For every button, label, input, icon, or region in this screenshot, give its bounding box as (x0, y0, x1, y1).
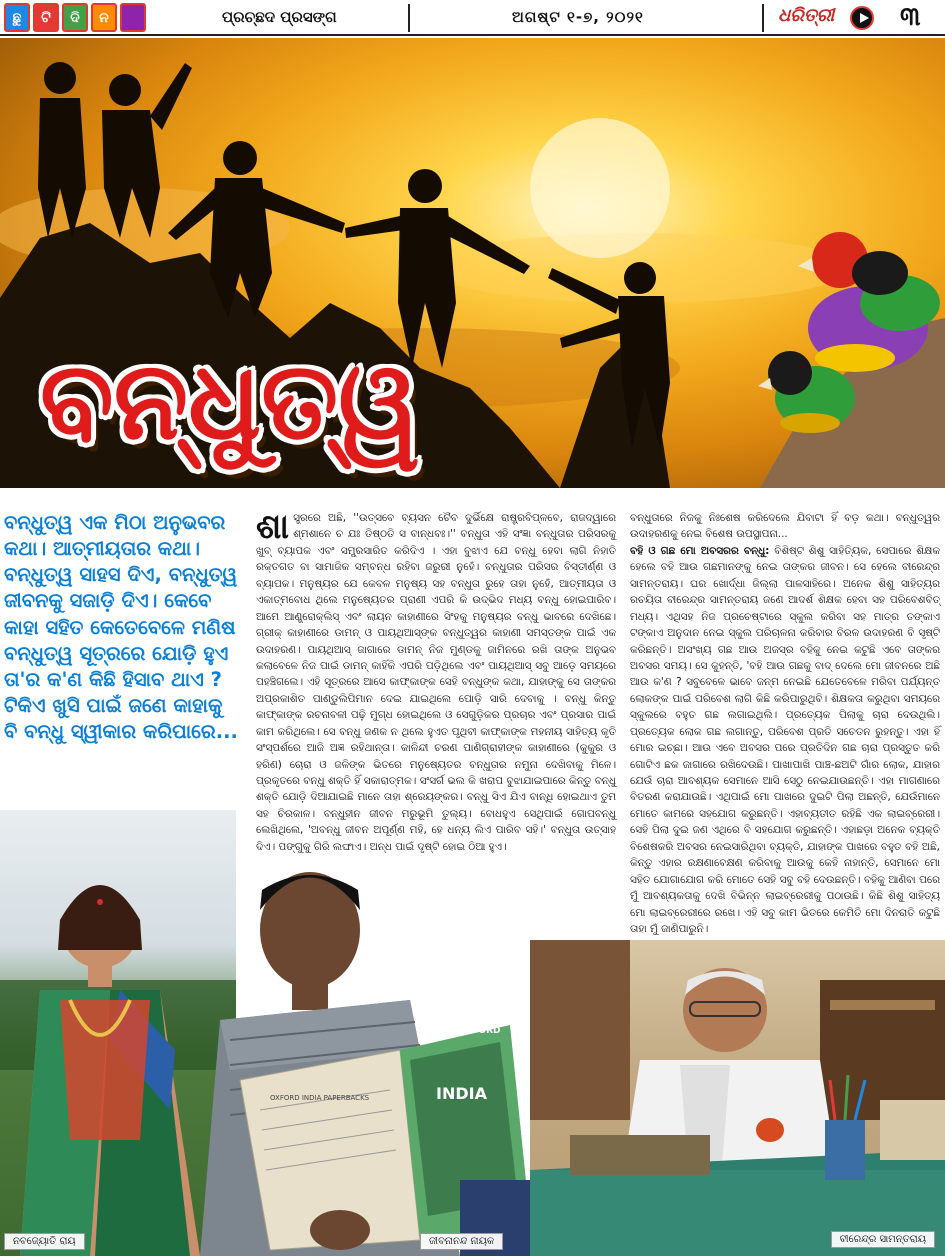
book-cover-title: INDIA (436, 1084, 487, 1103)
article-column-1 (256, 507, 616, 855)
book-cover-brand: OXFORD (458, 1026, 501, 1036)
masthead-tile (120, 3, 146, 32)
column-intro: ବନ୍ଧୁତାରେ ନିଜକୁ ନିଃଶେଷ କରିଦେଲେ ଯିବାଟା ହିଁ ବଡ଼ କଥା। ବନ୍ଧୁତ୍ୱର ଉଦାହରଣକୁ ନେଇ ବିଶେଷ ଉପସ୍ଥାପନା... (630, 512, 940, 541)
portrait-man-reading (200, 850, 570, 1256)
masthead-tile: ଦି (62, 3, 88, 32)
header-divider (408, 4, 410, 32)
photo-jibanananda-nayak (200, 850, 570, 1256)
photo-birendra-samantaray (530, 940, 945, 1256)
column-text: ବିଶିଷ୍ଟ ଶିଶୁ ସାହିତ୍ୟିକ, ସେପାରେ ଶିକ୍ଷକ ହେଲେ ବହି ଆଉ ଗଛମାନଙ୍କୁ ନେଇ ତାଙ୍କର ଜୀବନ। ସେ ହେଲେ ବୀରେନ୍ଦ୍ର ସାମନ୍ତରାୟ। ଘର ଖୋର୍ଦ୍ଧା ଜିଲ୍ଲା ପାଳସାହିରେ। ଅନେକ ଶିଶୁ ସାହିତ୍ୟର ରଚୟିତା ବୀରେନ୍ଦ୍ର ସାମନ୍ତରାୟ ଜଣେ ଆଦର୍ଶ ଶିକ୍ଷକ ହେବା ସହ ପରିବେଶବିତ୍ ମଧ୍ୟ। ଏଥିସହ ନିଜ ପ୍ରଚେଷ୍ଟାରେ ସ୍କୁଲ କରିବା ସହ ମାତ୍ର ତଙ୍କାଏ ଟଙ୍କାଏ ଅନୁଦାନ ନେଇ ସ୍କୁଲ ପରିଚାଳନା କରିବାର ବିରଳ ଉଦାହରଣ ବି ସୃଷ୍ଟି କରିଛନ୍ତି। ଅସଂଖ୍ୟ ଗଛ ଆଉ ଅଜସ୍ର ବହିକୁ ନେଇ କଟୁଛି ଏବେ ତାଙ୍କର ଅବସର ସମୟ। ସେ କୁହନ୍ତି, 'ବହି ଆଉ ଗଛକୁ ବାଦ୍ ଦେଲେ ମୋ ଜୀବନରେ ଅଛି ଆଉ କ'ଣ ? ସବୁବେଳେ ଭାବେ ଜନ୍ମ ନେଇଛି ଯେତେବେଳେ ମରିବା ପର୍ଯ୍ୟନ୍ତ ଲୋକଙ୍କ ପାଇଁ ପରିବେଶ ଲାଗି କିଛି କରିପାରୁଥିବି। ଶିକ୍ଷକତା କରୁଥିବା ସମୟରେ ସ୍କୁଲରେ ବହୁତ ଗଛ ଲଗାଇଥିଲି। ପ୍ରତ୍ୟେକ ପିଲାକୁ ଚାରା ଦେଉଥିଲି। ପ୍ରତ୍ୟେକ ଲୋକ ଗଛ ଲଗାନ୍ତୁ, ପରିବେଶ ପ୍ରତି ସଚେତନ ରୁହନ୍ତୁ। ଏହା ହିଁ ମୋର ଇଚ୍ଛା। ଆଉ ଏବେ ଅବସର ପରେ ପ୍ରତିଦିନ ଗଛ ଚାରା ପ୍ରସ୍ତୁତ କରି ଗୋଟିଏ ଛକ ଜାଗାରେ ରଖିଦେଉଛି। ପାଖାପାଖି ପାଞ୍ଚ-ଛଅଟି ଗାଁର ଲୋକ, ଯାହାର ଯେଉଁ ଚାରା ଆବଶ୍ୟକ ସେମାନେ ଆସି ସେଠୁ ନେଇଯାଉଛନ୍ତି। ଏହା ମାଗଣାରେ ବିତରଣ କରାଯାଉଛି। ଏଥିପାଇଁ ମୋ ପାଖରେ ଦୁଇଟି ପିଲା ଅଛନ୍ତି, ଯେଉଁମାନେ ମୋତେ କାମରେ ସହଯୋଗ କରୁଛନ୍ତି। ଏହାବ୍ୟତୀତ ରହିଛି ଏକ ଲାଇବ୍ରେରୀ। ସେହି ପିଲା ଦୁଇ ଜଣ ଏଥିରେ ବି ସହଯୋଗ କରୁଛନ୍ତି। ଏହାଛଡ଼ା ଅନେକ ବ୍ୟକ୍ତି ବିଶେଷକରି ଅବସର ନେଇସାରିଥିବା ବ୍ୟକ୍ତି, ଯାହାଙ୍କ ପାଖରେ ବହୁତ ବହି ଅଛି, କିନ୍ତୁ ଏହାର ରକ୍ଷଣାବେକ୍ଷଣ କରିବାକୁ ଆଉକୁ କେହି ନାହାନ୍ତି, ସେମାନେ ମୋ ସହିତ ଯୋଗାଯୋଗ କରି ମୋତେ ସେହି ସବୁ ବହି ଦେଉଛନ୍ତି। ବହିକୁ ଆଣିବା ପରେ ମୁଁ ଆବଶ୍ୟକତାକୁ ଦେଖି ବିଭିନ୍ନ ଲାଇବ୍ରେରୀକୁ ପଠାଉଛି। କିଛି ଶିଶୁ ସାହିତ୍ୟ ମୋ ଲାଇବ୍ରେରୀରେ ରଖେ। ଏହି ସବୁ କାମ ଭିତରେ କେମିତି ମୋ ଦିନରାତି କଟୁଛି ତାହା ମୁଁ ଜାଣିପାରୁନି। (630, 544, 941, 935)
masthead-logo (4, 3, 146, 32)
sun (530, 118, 670, 258)
photo-caption: ବୀରେନ୍ଦ୍ର ସାମନ୍ତରାୟ (831, 1231, 935, 1248)
photo-caption: ନବଜ୍ୟୋତି ରାୟ (4, 1233, 85, 1250)
masthead-tile: ଛୁ (4, 3, 30, 32)
masthead-tile: ଟି (33, 3, 59, 32)
column-text: ସ୍ତ୍ରରେ ଅଛି, ''ଉତ୍ସବେ ବ୍ୟସନ ଚୈବ ଦୁର୍ଭିକ୍ଷେ ରାଷ୍ଟ୍ରବିପ୍ଳବେ, ରାଜଦ୍ୱାରେ ଶ୍ମଶାନେ ଚ ଯଃ ତିଷ୍ଠତି ସ ବାନ୍ଧବଃ।'' ବନ୍ଧୁତା ଏହି ସଂଜ୍ଞା ବନ୍ଧୁତାର ପରିସରକୁ ଖୁବ୍ ବ୍ୟାପକ ଏବଂ ସମ୍ପ୍ରସାରିତ କରିଦିଏ । ଏହା ବୁଝାଏ ଯେ ବନ୍ଧୁ ହେବା ଲାଗି ନିହାତି ରକ୍ତଗତ ବା ସାମାଜିକ ସମ୍ବନ୍ଧ ରହିବା ଜରୁରୀ ନୁହେଁ। ବନ୍ଧୁତାର ପରିସର ବିସ୍ତୀର୍ଣ୍ଣ ଓ ବ୍ୟାପକ। ମନୁଷ୍ୟର ଯେ କେବଳ ମନୁଷ୍ୟ ସହ ବନ୍ଧୁତା ରୁହେ ତାହା ନୁହେଁ, ଆତ୍ମୀୟତା ଓ ଏକାତ୍ମବୋଧ ଥିଲେ ମନୁଷ୍ୟେତର ପ୍ରାଣୀ ଏପରି କି ଉଦ୍ଭିଦ ମଧ୍ୟ ବନ୍ଧୁ ହୋଇପାରିବ। ଆମେ ଆଣ୍ଡ୍ରୋକ୍ଲିସ୍ ଏବଂ ଲାୟନ କାହାଣୀରେ ସିଂହକୁ ମନୁଷ୍ୟର ବନ୍ଧୁ ଭାବରେ ଦେଖିଛେ। ଗ୍ରୀକ୍ କାହାଣୀରେ ଡାମନ୍ ଓ ପାୟଥିଆସ୍‌ଙ୍କ ବନ୍ଧୁତ୍ୱର କାହାଣୀ ସମସ୍ତଙ୍କ ପାଇଁ ଏକ ଉଦାହରଣ। ପାୟଥିଆସ୍ ଜାଗାରେ ଡାମନ୍ ନିଜ ମୁଣ୍ଡକୁ ଜାମିନରେ ରଖି ତାଙ୍କ ଅନୁଭବ କଲାବେଳେ ନିଜ ପାଇଁ ଡାମନ୍ କାହିଁକି ଏପରି ପଡ଼ିଥିଲେ ଏବଂ ପାୟଥିଆସ୍ ସବୁ ଆଡ଼େ ସମୟରେ ପହଞ୍ଚିଗଲେ। ଏହି ସୂତ୍ରରେ ଆସେ କାଫ୍‌କାଙ୍କ ସେହି ବନ୍ଧୁଙ୍କ କଥା, ଯାହାଙ୍କୁ ସେ ତାଙ୍କର ଅପ୍ରକାଶିତ ପାଣ୍ଡୁଲିପିମାନ ଦେଇ ଯାଇଥିଲେ ପୋଡ଼ି ସାରି ଦେବାକୁ । ବନ୍ଧୁ କିନ୍ତୁ କାଫ୍‌କାଙ୍କ ରଚନାବଳୀ ପଢ଼ି ମୁଗ୍ଧ ହୋଇଥିଲେ ଓ ସେଗୁଡ଼ିକର ପ୍ରଚାର ଏବଂ ପ୍ରସାର ପାଇଁ କାମ କରିଥିଲେ। ସେ ବନ୍ଧୁ ଜଣକ ନ ଥିଲେ ହୁଏତ ପୃଥିବୀ କାଫ୍‌କାଙ୍କ ମହନୀୟ ସାହିତ୍ୟ କୃତି ସଂସ୍ପର୍ଶରେ ଆଜି ଅଜ୍ଞ ରହିଥାନ୍ତା। କାଳିନ୍ଦୀ ଚରଣ ପାଣିଗ୍ରାହୀଙ୍କ କାହାଣୀରେ (କୁକୁର ଓ ହରିଣ) ଚୋରା ଓ ଜଳିଙ୍କ ଭିତରେ ମନୁଷ୍ୟେତର ବନ୍ଧୁତାର ନମୁନା ଦେଖିବାକୁ ମିଳେ। ପ୍ରକୃତରେ ବନ୍ଧୁ ଶକ୍ତି ହିଁ ସକାରାତ୍ମକ। ସଂସର୍ଗ ଭଲ କି ଖରାପ ବୁଝାଯାଇପାରେ କିନ୍ତୁ ବନ୍ଧୁ ଶକ୍ତି ଯୋଡ଼ି ଦିଆଯାଇଛି ମାନେ ତାହା ଶ୍ରେୟଙ୍କର। ବନ୍ଧୁ ସିଏ ଯିଏ ବାନ୍ଧି ହୋଇଥାଏ ତୁମ ସହ ଚିରକାଳ। ବନ୍ଧୁହୀନ ଜୀବନ ମରୁଭୂମି ତୁଲ୍ୟ। ବୋଧହୁଏ ସେଥିପାଇଁ ଗୋପବନ୍ଧୁ ଲେଖିଥିଲେ, 'ଅବନ୍ଧୁ ଜୀବନ ଅପୂର୍ଣ୍ଣ ମହି, ହେ ଧନ୍ୟ ଲିଏ ପାରିବ ସହି।' ବନ୍ଧୁତା ଉତ୍ସାହ ଦିଏ। ପଙ୍ଗୁକୁ ଗିରି ଲଙ୍ଘାଏ। ଅନ୍ଧ ପାଇଁ ଦୃଷ୍ଟି ହୋଇ ଠିଆ ହୁଏ। (256, 512, 616, 853)
article-column-2 (630, 510, 940, 937)
page-header (0, 0, 945, 36)
portrait-man-desk (530, 940, 945, 1256)
lede-intro: ବନ୍ଧୁତ୍ୱ ଏକ ମିଠା ଅନୁଭବର କଥା। ଆତ୍ମୀୟତାର କଥା। ବନ୍ଧୁତ୍ୱ ସାହସ ଦିଏ, ବନ୍ଧୁତ୍ୱ ଜୀବନକୁ ସଜାଡ଼ି ଦିଏ। କେବେ କାହା ସହିତ କେତେବେଳେ ମଣିଷ ବନ୍ଧୁତ୍ୱ ସୂତ୍ରରେ ଯୋଡ଼ି ହୁଏ ତା'ର କ'ଣ କିଛି ହିସାବ ଥାଏ ? ଟିକିଏ ଖୁସି ପାଇଁ ଜଣେ କାହାକୁ ବି ବନ୍ଧୁ ସ୍ୱୀକାର କରିପାରେ... (4, 511, 238, 743)
masthead-tile: ନ (91, 3, 117, 32)
photo-caption: ଜୀବନାନନ୍ଦ ନାୟକ (420, 1233, 503, 1250)
issue-date: ଅଗଷ୍ଟ ୧-୭, ୨୦୨୧ (512, 8, 644, 26)
header-divider (762, 4, 764, 32)
page-number: ୩ (900, 2, 921, 32)
play-icon (850, 6, 874, 30)
brand-logo: ଧରିତ୍ରୀ (778, 5, 835, 26)
subheading: ବହି ଓ ଗଛ ମୋ ଅବସରର ବନ୍ଧୁ: (630, 544, 770, 557)
book-spine-text: OXFORD INDIA PAPERBACKS (270, 1094, 370, 1102)
section-title: ପ୍ରଚ୍ଛଦ ପ୍ରସଙ୍ଗ (222, 8, 337, 26)
drop-cap: ଶା (256, 507, 290, 547)
feature-title: ବନ୍ଧୁତ୍ୱ (40, 339, 420, 464)
hero-image (0, 38, 945, 488)
